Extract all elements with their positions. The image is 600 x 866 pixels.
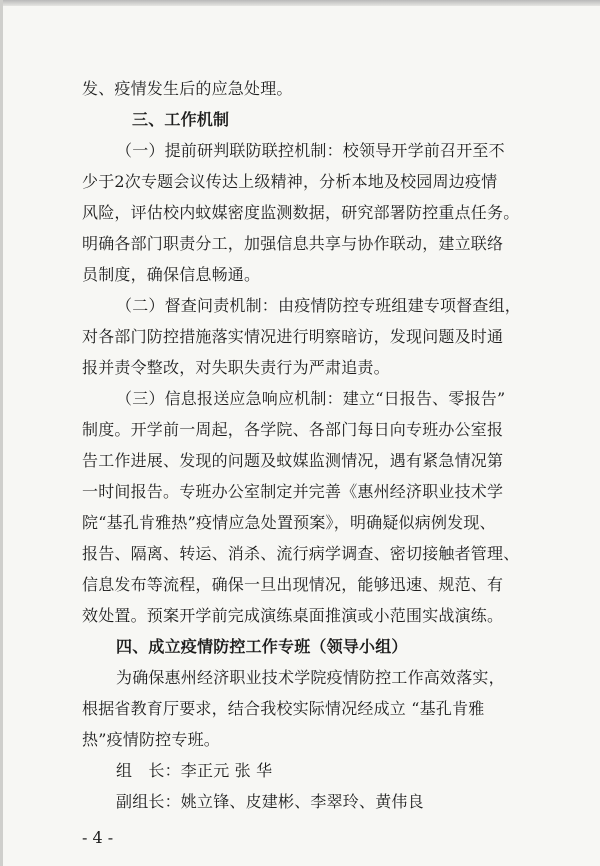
paragraph-4-line-1: 为确保惠州经济职业技术学院疫情防控工作高效落实， bbox=[116, 668, 505, 687]
paragraph-3-line-1: （三）信息报送应急响应机制：建立“日报告、零报告” bbox=[116, 389, 506, 408]
paragraph-2-line-3: 报并责令整改，对失职失责行为严肃追责。 bbox=[82, 358, 390, 377]
paragraph-1-line-1: （一）提前研判联防联控机制：校领导开学前召开至不 bbox=[116, 141, 505, 160]
paragraph-2-line-1: （二）督查问责机制：由疫情防控专班组建专项督查组， bbox=[116, 296, 522, 315]
paragraph-1-line-5: 员制度，确保信息畅通。 bbox=[82, 265, 261, 284]
section-heading-3: 三、工作机制 bbox=[132, 110, 230, 129]
paragraph-3-line-5: 院“基孔肯雅热”疫情应急处置预案》，明确疑似病例发现、 bbox=[82, 513, 496, 532]
paragraph-continuation: 发、疫情发生后的应急处理。 bbox=[82, 79, 293, 98]
paragraph-3-line-2: 制度。开学前一周起，各学院、各部门每日向专班办公室报 bbox=[82, 420, 504, 439]
page-number: - 4 - bbox=[82, 828, 114, 847]
paragraph-4-line-3: 热”疫情防控专班。 bbox=[82, 730, 220, 749]
paragraph-3-line-4: 一时间报告。专班办公室制定并完善《惠州经济职业技术学 bbox=[82, 482, 504, 501]
paragraph-1-line-4: 明确各部门职责分工，加强信息共享与协作联动，建立联络 bbox=[82, 234, 504, 253]
paragraph-3-line-6: 报告、隔离、转运、消杀、流行病学调查、密切接触者管理、 bbox=[82, 544, 520, 563]
paragraph-1-line-2: 少于2次专题会议传达上级精神，分析本地及校园周边疫情 bbox=[82, 172, 498, 191]
paragraph-3-line-7: 信息发布等流程，确保一旦出现情况，能够迅速、规范、有 bbox=[82, 575, 504, 594]
paragraph-3-line-3: 告工作进展、发现的问题及蚊媒监测情况，遇有紧急情况第 bbox=[82, 451, 504, 470]
paragraph-3-line-8: 效处置。预案开学前完成演练桌面推演或小范围实战演练。 bbox=[82, 606, 504, 625]
paragraph-4-line-2: 根据省教育厅要求，结合我校实际情况经成立 “基孔肯雅 bbox=[82, 699, 485, 718]
deputy-leader-line: 副组长：姚立锋、皮建彬、李翠玲、黄伟良 bbox=[116, 792, 424, 811]
paragraph-1-line-3: 风险，评估校内蚊媒密度监测数据，研究部署防控重点任务。 bbox=[82, 203, 520, 222]
section-heading-4: 四、成立疫情防控工作专班（领导小组） bbox=[116, 637, 408, 656]
paragraph-2-line-2: 对各部门防控措施落实情况进行明察暗访，发现问题及时通 bbox=[82, 327, 504, 346]
group-leader-line: 组 长：李正元 张 华 bbox=[116, 761, 273, 780]
